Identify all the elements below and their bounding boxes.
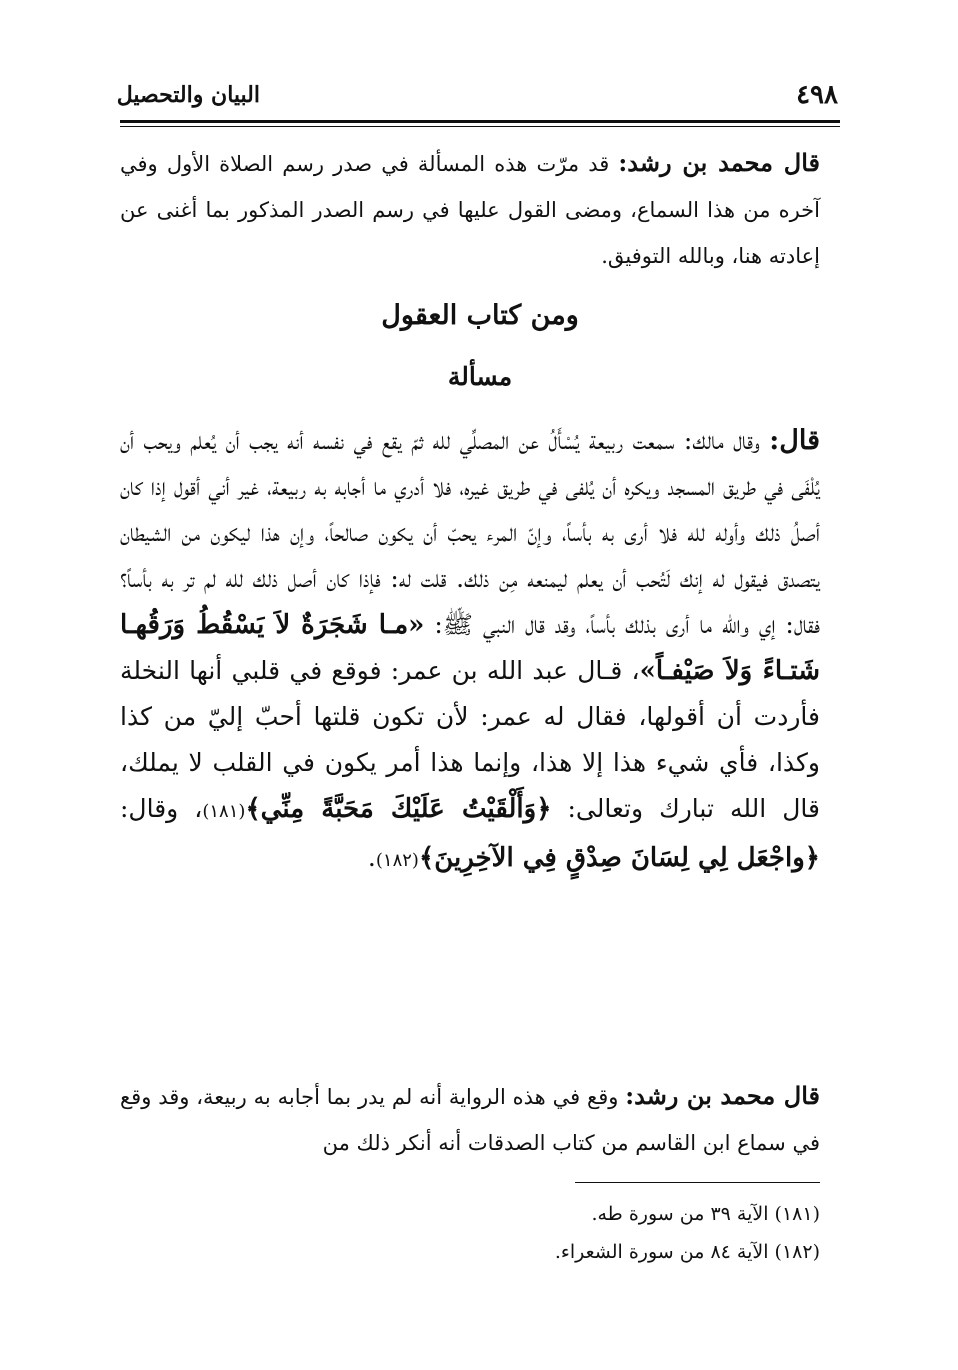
paragraph-lead: قال: xyxy=(769,425,820,456)
paragraph-text: ، وقال: xyxy=(120,794,203,823)
paragraph-text: . xyxy=(367,843,376,872)
footnote-ref: (١٨٢) xyxy=(375,850,419,871)
quran-verse: ﴿واجْعَل لِي لِسَانَ صِدْقٍ فِي الآخِرِينَ﴾ xyxy=(418,843,820,873)
paragraph-commentary-2 xyxy=(120,1073,820,1166)
paragraph-lead: قال محمد بن رشد: xyxy=(625,1081,820,1110)
paragraph-text: قد مرّت هذه المسألة في صدر رسم الصلاة الأول وفي آخره من هذا السماع، ومضى القول عليها في رسم الصدر المذكور بما أغنى عن إعادته هنا، وبالله التوفيق. xyxy=(120,152,820,268)
running-title: البيان والتحصيل xyxy=(116,82,260,108)
header-rule-thin xyxy=(120,126,840,127)
footnote-ref: (١٨١) xyxy=(202,801,246,822)
subsection-heading: مسألة xyxy=(447,362,513,391)
footnotes xyxy=(120,1195,820,1271)
paragraph-text: وقال مالك: سمعت ربيعة يُسْأَلُ عن المصلِّي لله ثمّ يقع في نفسه أنه يجب أن يُعلم ويحب أن يُلْفَى في طريق المسجد ويكره أن يُلفى في طريق غيره، فلا أدري ما أجابه به ربيعة، غير أني أقول إذا كان أصلُ ذلك وأوله لله فلا أرى به بأساً، وإنّ المرء يحبّ أن يكون صالحاً، وإن هذا ليكون من الشيطان يتصدق فيقول له إنك لَتُحب أن يعلم ليمنعه مِن ذلك. قلت له: فإذا كان أصل ذلك لله لم تر به بأساً؟ فقال: إي والله ما أرى بذلك بأساً، وقد قال النبي ﷺ: xyxy=(120,426,820,639)
quran-verse: ﴿وَأَلْقَيْتُ عَلَيْكَ مَحَبَّةً مِنِّي﴾ xyxy=(245,794,552,824)
hadith-quote: «مـا شَجَرَةٌ لاَ يَسْقُطُ وَرَقُهـا شَتـاءً وَلاَ صَيْفـاً» xyxy=(120,610,820,686)
footnote: (١٨٢) الآية ٨٤ من سورة الشعراء. xyxy=(554,1241,820,1263)
section-heading: ومن كتاب العقول xyxy=(381,300,579,331)
header-rule xyxy=(120,120,840,123)
paragraph-text: وقع في هذه الرواية أنه لم يدر بما أجابه به ربيعة، وقد وقع في سماع ابن القاسم من كتاب الصدقات أنه أنكر ذلك من xyxy=(120,1085,820,1155)
paragraph-lead: قال محمد بن رشد: xyxy=(618,148,820,177)
paragraph-narration xyxy=(120,418,820,884)
footnote: (١٨١) الآية ٣٩ من سورة طه. xyxy=(591,1203,820,1225)
footnote-rule xyxy=(575,1182,820,1183)
page-number: ٤٩٨ xyxy=(796,80,838,110)
paragraph-commentary-1 xyxy=(120,140,820,279)
running-header xyxy=(116,78,840,118)
paragraph-text: ، قـال عبد الله بن عمر: فوقع في قلبي أنها النخلة فأردت أن أقولها، فقال له عمر: لأن تكون قلتها أحبّ إليّ من كذا وكذا، فأي شيء هذا إلا هذا، وإنما هذا أمر يكون في القلب لا يملك، قال الله تبارك وتعالى: xyxy=(120,656,821,823)
